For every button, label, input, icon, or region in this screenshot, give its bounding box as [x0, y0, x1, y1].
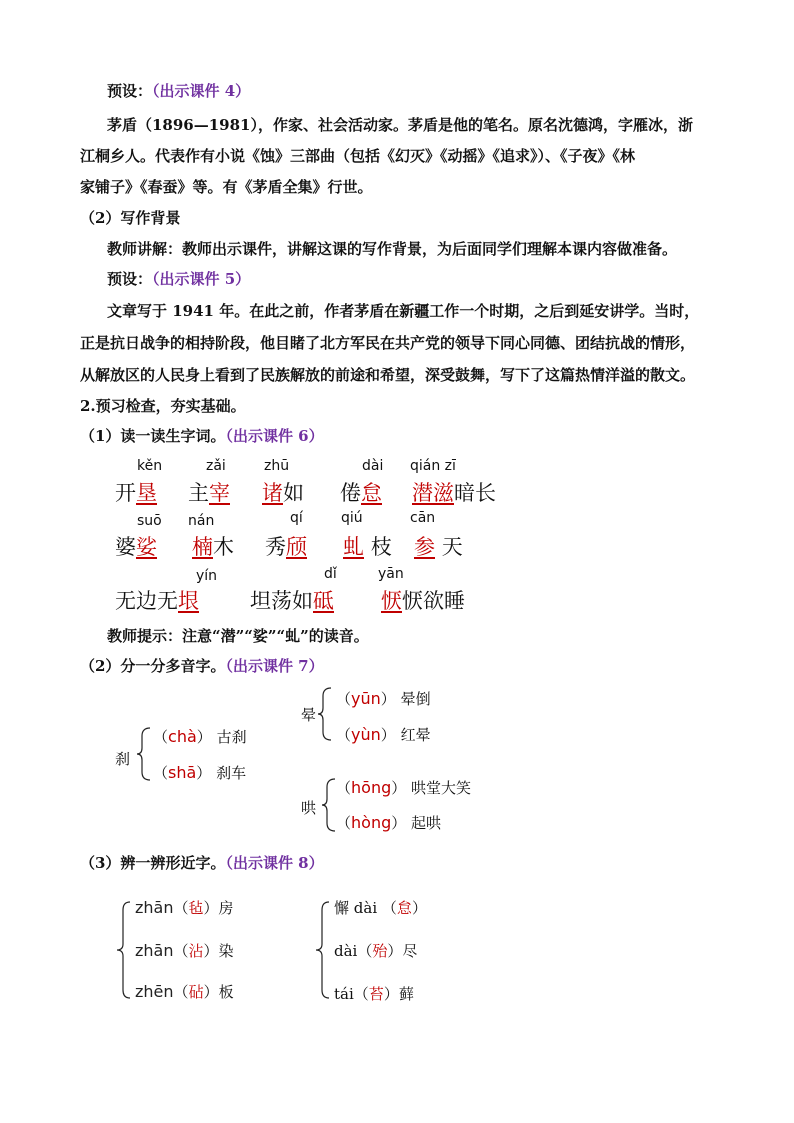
pinyin: zhān — [135, 941, 174, 960]
target-char: 娑 — [136, 535, 157, 559]
courseware-ref: （出示课件 7） — [225, 657, 324, 675]
row-sha-1 — [153, 726, 247, 747]
target-char: 垠 — [178, 589, 199, 613]
row-hong-2 — [336, 812, 441, 833]
preset-label-1 — [107, 80, 250, 101]
pinyin-answer: shā — [168, 763, 197, 782]
word-char: 木 — [213, 535, 234, 559]
word-char: 坦荡如 — [250, 589, 313, 613]
answer-char: 殆 — [372, 942, 388, 960]
paren: ） — [196, 728, 212, 746]
row-yun-2 — [336, 724, 431, 745]
paren: ） — [380, 690, 396, 708]
prefix: 懈 dài — [334, 899, 378, 917]
brace-hong — [322, 777, 336, 833]
paren: （ — [173, 899, 189, 917]
paren: ） — [203, 942, 219, 960]
polyphonic-heading — [80, 655, 324, 676]
target-char: 砥 — [313, 589, 334, 613]
paren: （ — [353, 985, 369, 1003]
pinyin-answer: hōng — [351, 778, 392, 797]
paren: （ — [381, 899, 397, 917]
pinyin-suo: suō — [137, 513, 162, 529]
word-char: 尽 — [402, 942, 418, 960]
courseware-ref: （出示课件 4） — [152, 82, 251, 100]
courseware-ref: （出示课件 5） — [152, 270, 251, 288]
word-char: 藓 — [398, 985, 414, 1003]
preset-text: 预设： — [107, 82, 153, 100]
pinyin-qi: qí — [290, 510, 303, 526]
word: 晕倒 — [400, 690, 431, 708]
word: 古刹 — [216, 728, 247, 746]
pinyin: zhēn — [135, 982, 174, 1001]
paren: ） — [203, 983, 219, 1001]
brace-right-group — [316, 900, 330, 1000]
word-char: 开 — [115, 481, 136, 505]
target-char: 垦 — [136, 481, 157, 505]
pinyin-yin: yín — [196, 568, 218, 584]
word-char: 板 — [218, 983, 234, 1001]
pinyin: zhān — [135, 898, 174, 917]
pinyin-qianzi: qián zī — [410, 458, 456, 474]
background-line-1: 文章写于 1941 年。在此之前，作者茅盾在新疆工作一个时期，之后到延安讲学。当时， — [107, 302, 700, 320]
word-char: 秀 — [265, 535, 286, 559]
word-kaiken — [115, 477, 157, 507]
paren: （ — [173, 942, 189, 960]
paren: ） — [391, 779, 407, 797]
target-char: 参 — [414, 535, 435, 559]
word-char: 婆 — [115, 535, 136, 559]
sub-heading-text: （1）读一读生字词。 — [80, 427, 226, 445]
paren: （ — [336, 779, 352, 797]
word: 红晕 — [400, 726, 431, 744]
paren: ） — [391, 814, 407, 832]
similar-chars-heading — [80, 852, 324, 873]
target-char: 怠 — [361, 481, 382, 505]
paren: ） — [383, 985, 399, 1003]
similar-left-2 — [135, 940, 234, 961]
answer-char: 砧 — [188, 983, 204, 1001]
char-hong: 哄 — [301, 799, 317, 817]
author-line-1: 茅盾（1896—1981），作家、社会活动家。茅盾是他的笔名。原名沈德鸿，字雁冰，浙 — [107, 116, 693, 134]
word-tandangrudi — [250, 585, 334, 615]
prefix: tái — [334, 985, 354, 1003]
pinyin-answer: chà — [168, 727, 197, 746]
paren: （ — [153, 728, 169, 746]
paren: （ — [336, 726, 352, 744]
background-line-2: 正是抗日战争的相持阶段，他目睹了北方军民在共产党的领导下同心同德、团结抗战的情形， — [80, 334, 696, 352]
paren: （ — [336, 690, 352, 708]
word-char: 房 — [218, 899, 234, 917]
word: 哄堂大笑 — [411, 779, 472, 797]
word-char: 暗长 — [454, 481, 496, 505]
target-char: 楠 — [192, 535, 213, 559]
word: 起哄 — [411, 814, 442, 832]
word-char: 枝 — [370, 535, 392, 559]
word-zhuzai — [188, 477, 230, 507]
word-qiuzhi — [343, 531, 392, 561]
char-yun: 晕 — [301, 706, 317, 724]
sub-heading-text: （3）辨一辨形近字。 — [80, 854, 226, 872]
pinyin-answer: yùn — [351, 725, 381, 744]
similar-right-3 — [334, 983, 414, 1004]
courseware-ref: （出示课件 8） — [225, 854, 324, 872]
prefix: dài — [334, 942, 358, 960]
target-char: 宰 — [209, 481, 230, 505]
similar-right-2 — [334, 940, 417, 961]
pinyin-nan: nán — [188, 513, 215, 529]
word-char: 主 — [188, 481, 209, 505]
similar-left-3 — [135, 981, 234, 1002]
courseware-ref: （出示课件 6） — [225, 427, 324, 445]
paren: ） — [387, 942, 403, 960]
paren: ） — [196, 764, 212, 782]
word-cantian — [414, 531, 463, 561]
brace-left-group — [117, 900, 131, 1000]
writing-background-heading: （2）写作背景 — [80, 209, 181, 227]
read-words-heading — [80, 425, 324, 446]
word-char: 倦 — [340, 481, 361, 505]
target-char: 恹 — [381, 589, 402, 613]
target-char: 虬 — [343, 535, 364, 559]
pinyin-zai: zǎi — [206, 458, 226, 474]
preset-label-2 — [107, 268, 250, 289]
pinyin-yan: yān — [378, 566, 404, 582]
word-wubianwuyin — [115, 585, 199, 615]
word-nanmu — [192, 531, 234, 561]
sub-heading-text: （2）分一分多音字。 — [80, 657, 226, 675]
row-hong-1 — [336, 777, 471, 798]
paren: （ — [336, 814, 352, 832]
brace-yun — [318, 686, 332, 742]
pinyin-answer: hòng — [351, 813, 392, 832]
preview-check-heading: 2.预习检查，夯实基础。 — [80, 397, 246, 415]
row-yun-1 — [336, 688, 431, 709]
paren: （ — [357, 942, 373, 960]
pinyin-qiu: qiú — [341, 510, 363, 526]
answer-char: 毡 — [188, 899, 204, 917]
pinyin-dai: dài — [362, 458, 384, 474]
char-sha: 刹 — [115, 750, 131, 768]
answer-char: 苔 — [368, 985, 384, 1003]
pinyin-ken: kěn — [137, 458, 163, 474]
target-char: 潜滋 — [412, 481, 454, 505]
word-juandai — [340, 477, 382, 507]
similar-right-1 — [334, 897, 427, 918]
teacher-explain: 教师讲解：教师出示课件，讲解这课的写作背景，为后面同学们理解本课内容做准备。 — [107, 240, 678, 258]
word: 刹车 — [216, 764, 247, 782]
paren: （ — [173, 983, 189, 1001]
word-qianzi — [412, 477, 496, 507]
word-posuo — [115, 531, 157, 561]
row-sha-2 — [153, 762, 246, 783]
pinyin-answer: yūn — [351, 689, 381, 708]
answer-char: 沾 — [188, 942, 204, 960]
word-char: 染 — [218, 942, 234, 960]
author-line-3: 家铺子》《春蚕》等。有《茅盾全集》行世。 — [80, 178, 373, 196]
word-zhuru — [262, 477, 304, 507]
paren: ） — [411, 899, 427, 917]
answer-char: 怠 — [396, 899, 412, 917]
paren: （ — [153, 764, 169, 782]
target-char: 诸 — [262, 481, 283, 505]
background-line-3: 从解放区的人民身上看到了民族解放的前途和希望，深受鼓舞，写下了这篇热情洋溢的散文。 — [80, 366, 696, 384]
pinyin-zhu: zhū — [264, 458, 290, 474]
teacher-tip: 教师提示：注意“潜”“娑”“虬”的读音。 — [107, 627, 369, 645]
word-char: 如 — [283, 481, 304, 505]
brace-sha — [137, 726, 151, 782]
similar-left-1 — [135, 897, 234, 918]
word-char: 恹欲睡 — [402, 589, 465, 613]
word-char: 天 — [441, 535, 463, 559]
target-char: 颀 — [286, 535, 307, 559]
word-char: 无边无 — [115, 589, 178, 613]
paren: ） — [203, 899, 219, 917]
author-line-2: 江桐乡人。代表作有小说《蚀》三部曲（包括《幻灭》《动摇》《追求》）、《子夜》《林 — [80, 147, 636, 165]
paren: ） — [380, 726, 396, 744]
pinyin-di: dǐ — [324, 566, 337, 582]
word-yanyanyushui — [381, 585, 465, 615]
pinyin-can: cān — [410, 510, 436, 526]
preset-text: 预设： — [107, 270, 153, 288]
word-xiuqi — [265, 531, 307, 561]
